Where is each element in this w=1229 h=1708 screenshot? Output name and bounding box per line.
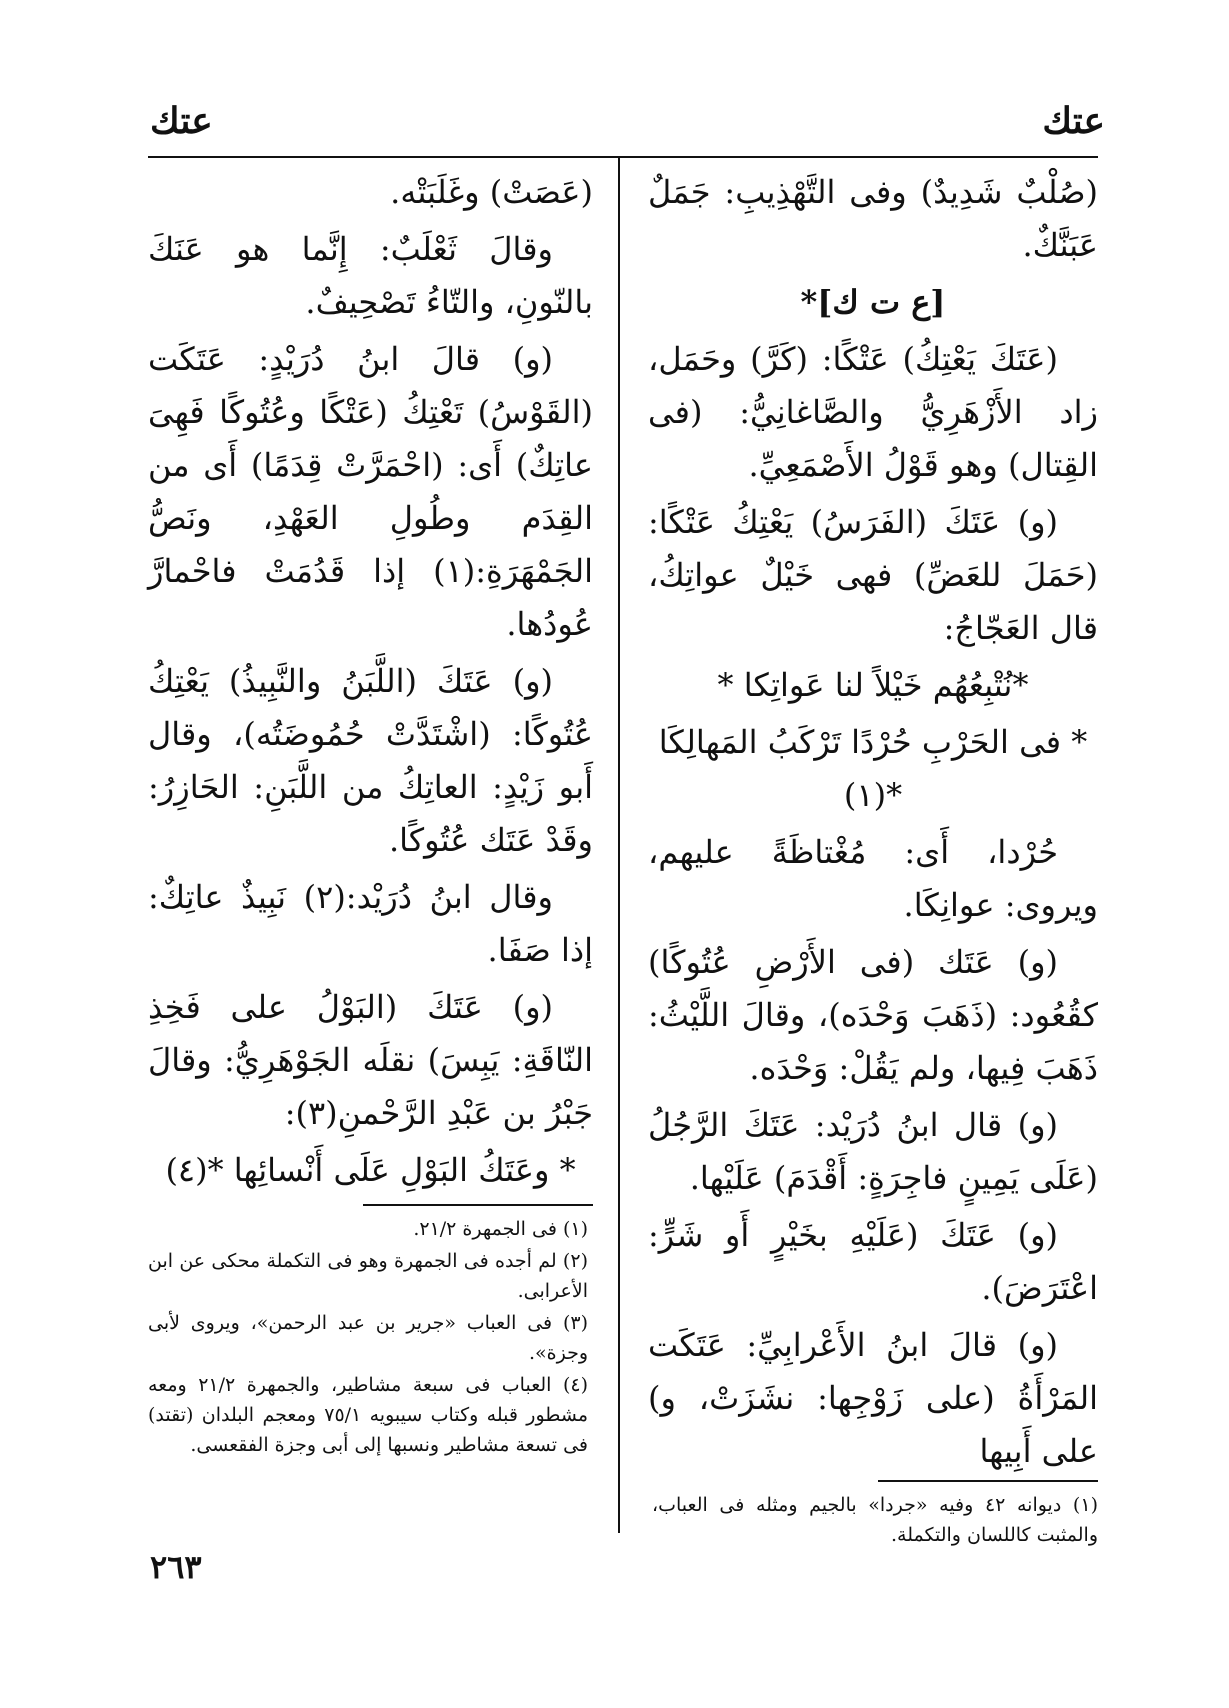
paragraph: حُرْدا، أَى: مُغْتاظَةً عليهم، ويروى: عوانِكَا. — [648, 833, 1098, 924]
paragraph: (صُلْبٌ شَدِيدٌ) وفى التَّهْذِيبِ: جَمَلٌ عَبَنَّكٌ. — [648, 173, 1098, 264]
paragraph: وقالَ ثَعْلَبٌ: إِنَّما هو عَنَكَ بالنّونِ، والتّاءُ تَصْحِيفٌ. — [148, 230, 593, 321]
paragraph: *نُتْبِعُهُم خَيْلاً لنا عَواتِكا * — [717, 666, 1029, 704]
paragraph: (و) قالَ ابنُ الأَعْرابِيِّ: عَتَكَت المَرْأَةُ (على زَوْجِها: نشَزَتْ، و) على أَبِيها — [648, 1326, 1098, 1470]
footnote-rule-right — [878, 1480, 1098, 1482]
paragraph: وقال ابنُ دُرَيْد:(٢) نَبِيذٌ عاتِكٌ: إذا صَفَا. — [148, 878, 593, 969]
paragraph: [ع ت ك]* — [800, 283, 946, 321]
paragraph: * وعَتَكُ البَوْلِ عَلَى أَنْسائِها *(٤) — [165, 1151, 576, 1189]
page-number: ٢٦٣ — [150, 1548, 202, 1586]
right-column — [648, 166, 1098, 1482]
paragraph: (و) عَتَكَ (اللَّبَنُ والنَّبِيذُ) يَعْتِكُ عُتُوكًا: (اشْتَدَّتْ حُمُوضَتُه)، وقال أَبو زَيْدٍ: العاتِكُ من اللَّبَنِ: الحَازِرُ: وقَدْ عَتَك عُتُوكًا. — [148, 662, 593, 859]
paragraph: * فى الحَرْبِ حُرْدًا تَرْكَبُ المَهالِكَا *(١) — [658, 723, 1088, 814]
paragraph: (عَصَتْ) وغَلَبَتْه. — [390, 173, 593, 211]
paragraph: (و) قالَ ابنُ دُرَيْدٍ: عَتَكَت (القَوْسُ) تَعْتِكُ (عَتْكًا وعُتُوكًا فَهِىَ عاتِكٌ) أَى: (احْمَرَّتْ قِدَمًا) أَى من القِدَم وطُولِ العَهْدِ، ونَصُّ الجَمْهَرَةِ:(١) إذا قَدُمَتْ فاحْمارَّ عُودُها. — [148, 340, 593, 643]
paragraph: (و) عَتَكَ (عَلَيْهِ بخَيْرٍ أَو شَرٍّ: اعْتَرَضَ). — [648, 1216, 1098, 1307]
paragraph: (عَتَكَ يَعْتِكُ) عَتْكًا: (كَرَّ) وحَمَل، زاد الأَزْهَرِيُّ والصَّاغانِيُّ: (فى القِتال) وهو قَوْلُ الأَصْمَعِيِّ. — [648, 340, 1098, 484]
footnote: (١) ديوانه ٤٢ وفيه «جردا» بالجيم ومثله فى العباب، والمثبت كاللسان والتكملة. — [652, 1494, 1098, 1546]
header-right-word: عتك — [1042, 100, 1105, 142]
footnotes-right — [652, 1490, 1098, 1552]
header-rule — [148, 156, 1098, 158]
footnote-rule-left — [363, 1204, 593, 1206]
footnote: (١) فى الجمهرة ٢١/٢. — [413, 1218, 588, 1240]
paragraph: (و) عَتَك (فى الأَرْضِ عُتُوكًا) كقُعُود: (ذَهَبَ وَحْدَه)، وقالَ اللَّيْثُ: ذَهَبَ فِيها، ولم يَقُلْ: وَحْدَه. — [648, 943, 1098, 1087]
paragraph: (و) عَتَكَ (الفَرَسُ) يَعْتِكُ عَتْكًا: (حَمَلَ للعَضِّ) فهى خَيْلٌ عواتِكُ، قال العَجّاجُ: — [648, 503, 1098, 647]
header-left-word: عتك — [150, 100, 213, 142]
footnote: (٤) العباب فى سبعة مشاطير، والجمهرة ٢١/٢ ومعه مشطور قبله وكتاب سيبويه ٧٥/١ ومعجم البلدان (تقتد) فى تسعة مشاطير ونسبها إلى أبى وجزة الفقعسى. — [148, 1374, 588, 1456]
footnotes-left — [148, 1214, 588, 1462]
footnote: (٣) فى العباب «جرير بن عبد الرحمن»، ويروى لأبى وجزة». — [148, 1312, 588, 1364]
footnote: (٢) لم أجده فى الجمهرة وهو فى التكملة محكى عن ابن الأعرابى. — [148, 1250, 588, 1302]
paragraph: (و) عَتَكَ (البَوْلُ على فَخِذِ النّاقَةِ: يَبِسَ) نقلَه الجَوْهَرِيُّ: وقالَ جَبْرُ بن عَبْدِ الرَّحْمنِ(٣): — [148, 988, 593, 1132]
paragraph: (و) قال ابنُ دُرَيْد: عَتَكَ الرَّجُلُ (عَلَى يَمِينٍ فاجِرَةٍ: أَقْدَمَ) عَلَيْها. — [648, 1106, 1098, 1197]
left-column — [148, 166, 593, 1201]
column-divider — [618, 158, 620, 1533]
